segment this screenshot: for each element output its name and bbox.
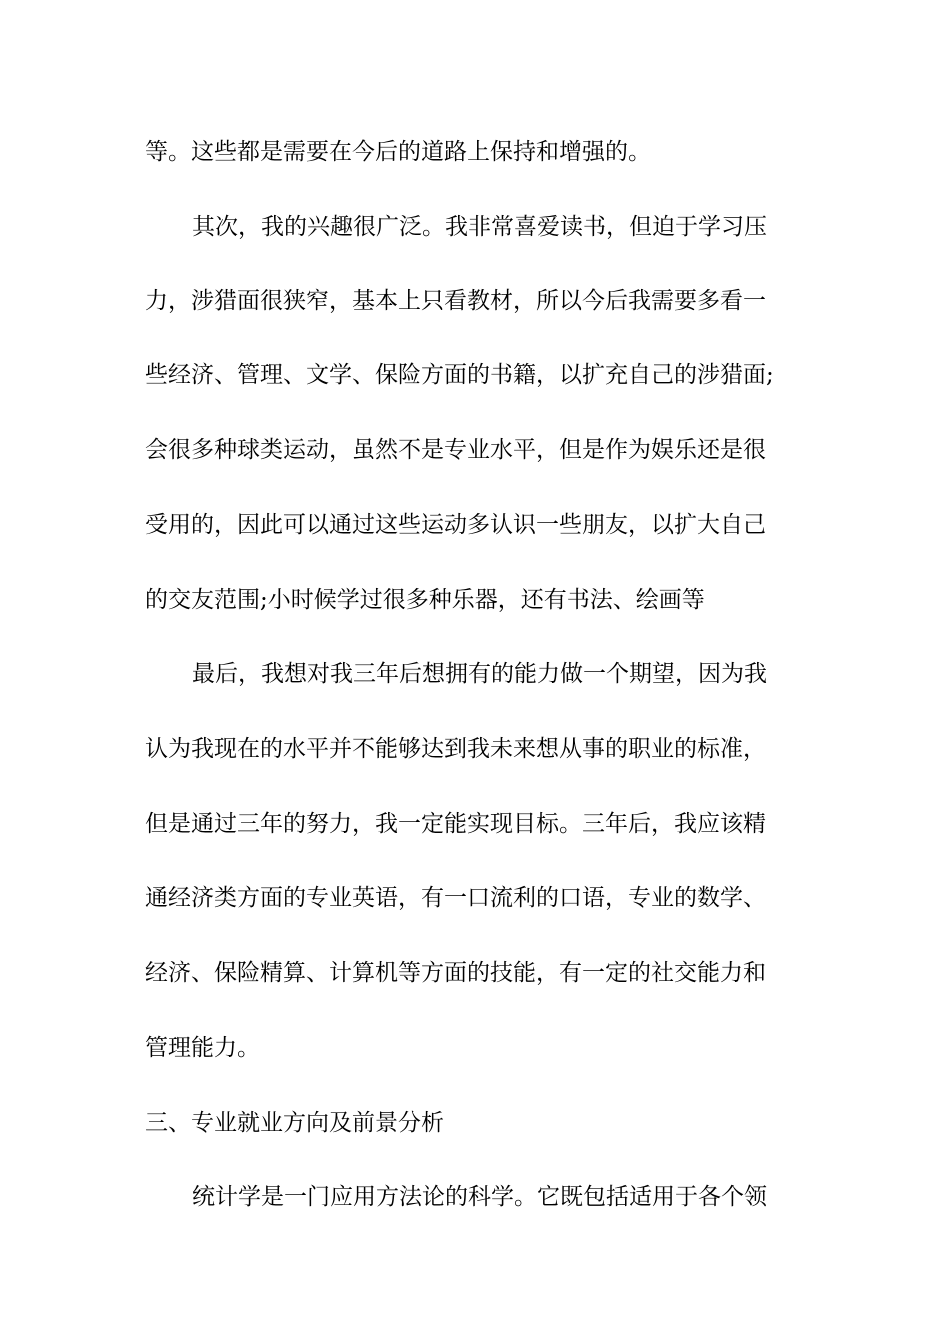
text-line: 管理能力。 (145, 1035, 260, 1061)
text-line: 会很多种球类运动，虽然不是专业水平，但是作为娱乐还是很 (145, 437, 766, 463)
text-line: 的交友范围;小时候学过很多种乐器，还有书法、绘画等 (145, 587, 705, 613)
paragraph-first-line: 统计学是一门应用方法论的科学。它既包括适用于各个领 (192, 1184, 767, 1210)
text-line: 等。这些都是需要在今后的道路上保持和增强的。 (145, 139, 651, 165)
paragraph-first-line: 其次，我的兴趣很广泛。我非常喜爱读书，但迫于学习压 (192, 214, 767, 240)
text-line: 认为我现在的水平并不能够达到我未来想从事的职业的标准， (145, 736, 766, 762)
text-line: 通经济类方面的专业英语，有一口流利的口语，专业的数学、 (145, 885, 766, 911)
text-line: 些经济、管理、文学、保险方面的书籍，以扩充自己的涉猎面; (145, 362, 774, 388)
section-heading: 三、专业就业方向及前景分析 (145, 1110, 444, 1136)
text-line: 但是通过三年的努力，我一定能实现目标。三年后，我应该精 (145, 811, 766, 837)
text-line: 经济、保险精算、计算机等方面的技能，有一定的社交能力和 (145, 960, 766, 986)
text-line: 力，涉猎面很狭窄，基本上只看教材，所以今后我需要多看一 (145, 288, 766, 314)
paragraph-first-line: 最后，我想对我三年后想拥有的能力做一个期望，因为我 (192, 661, 767, 687)
text-line: 受用的，因此可以通过这些运动多认识一些朋友，以扩大自己 (145, 512, 766, 538)
